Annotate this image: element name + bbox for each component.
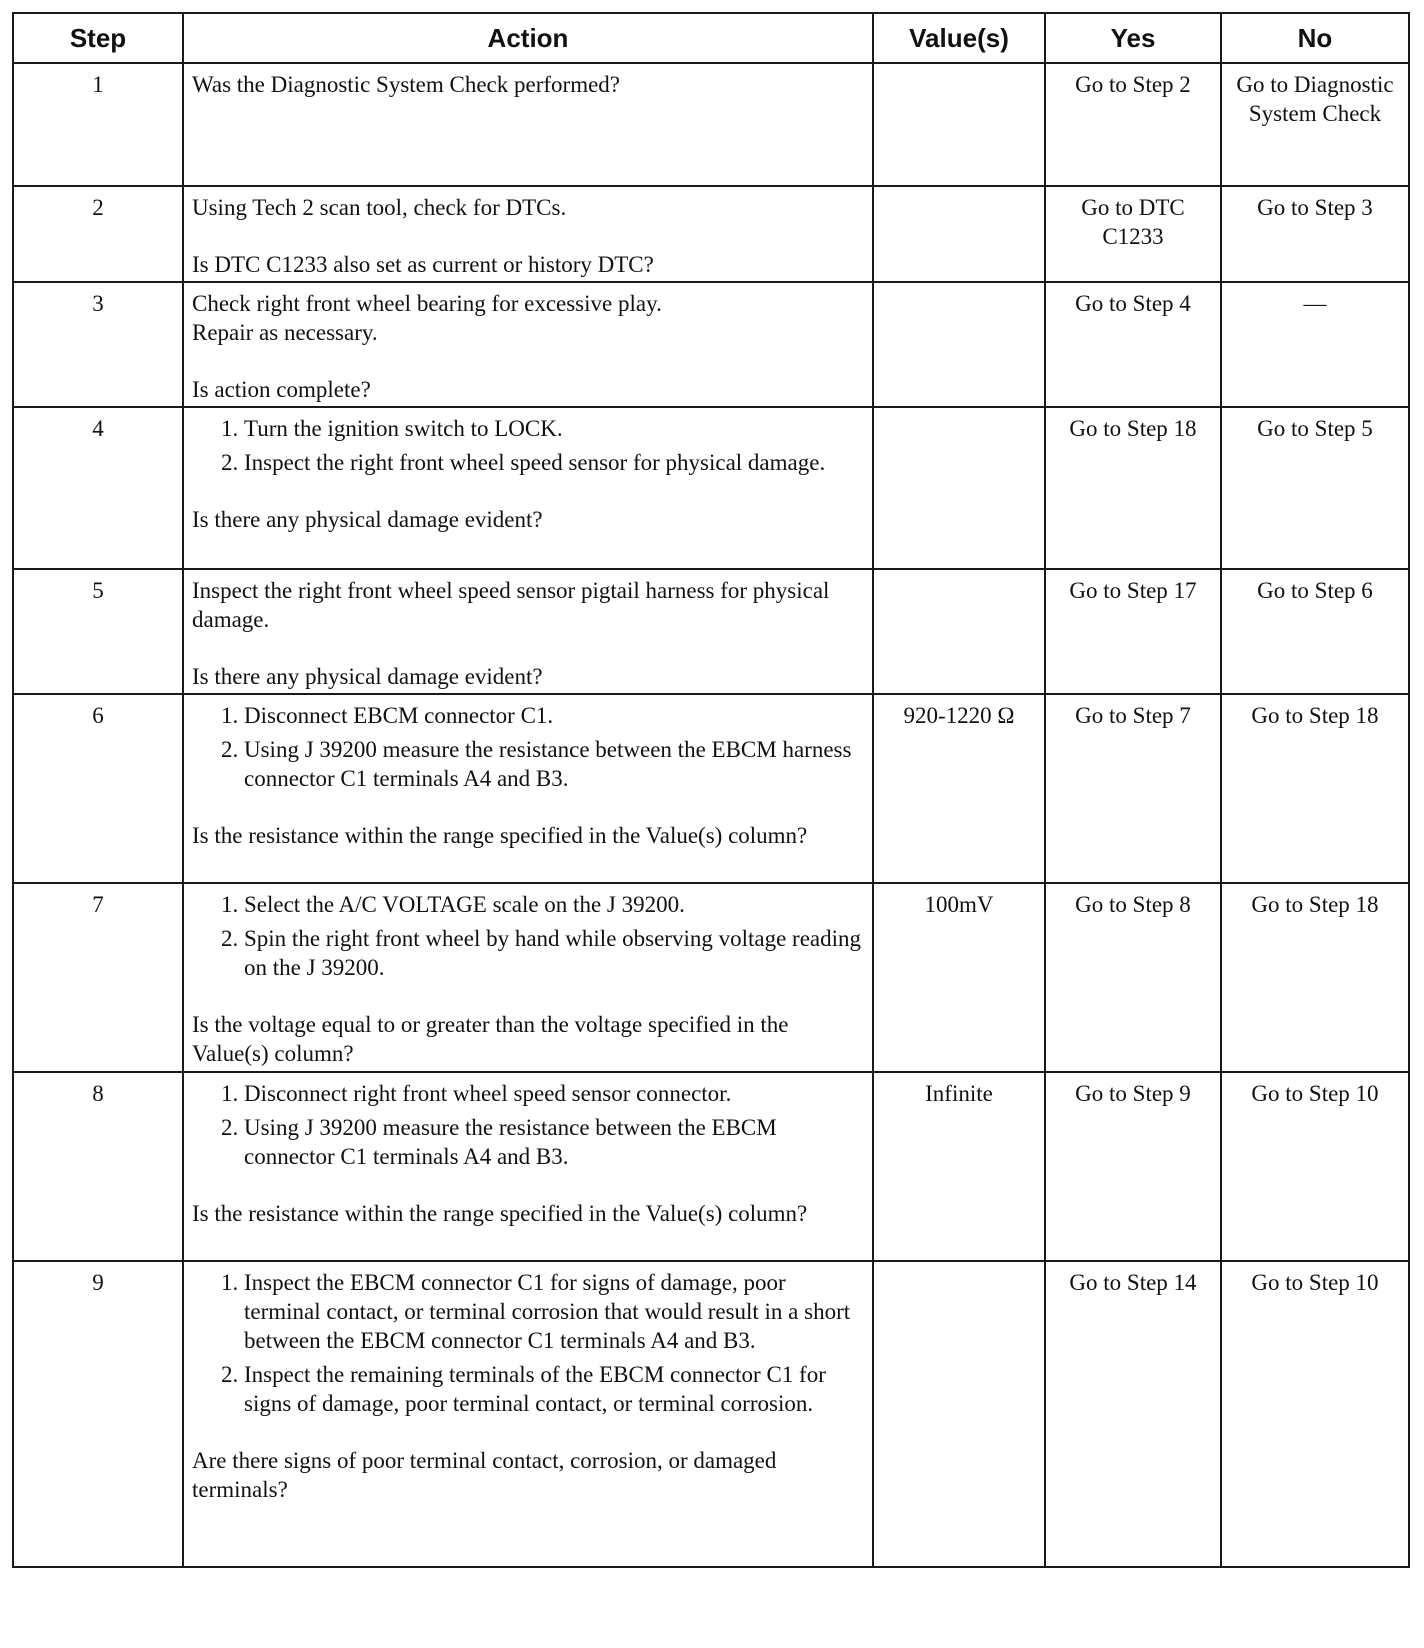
action-cell [183, 569, 873, 694]
table-row [13, 63, 1409, 186]
header-action: Action [183, 13, 873, 63]
header-no: No [1221, 13, 1409, 63]
action-step-item: 1. Select the A/C VOLTAGE scale on the J 39200. [244, 890, 864, 919]
header-row [13, 13, 1409, 63]
action-step-item: 1. Disconnect right front wheel speed sensor connector. [244, 1079, 864, 1108]
action-cell [183, 1261, 873, 1567]
action-steps-list [192, 701, 864, 793]
action-step-item: 1. Turn the ignition switch to LOCK. [244, 414, 864, 443]
no-cell: Go to Step 18 [1221, 694, 1409, 883]
table-row [13, 1261, 1409, 1567]
action-steps-list [192, 1268, 864, 1418]
action-text: Using Tech 2 scan tool, check for DTCs. [192, 195, 567, 220]
yes-cell: Go to Step 4 [1045, 282, 1221, 407]
table-row [13, 569, 1409, 694]
no-cell: Go to Step 10 [1221, 1072, 1409, 1261]
value-cell [873, 569, 1045, 694]
action-cell [183, 407, 873, 569]
action-cell [183, 186, 873, 282]
action-cell [183, 63, 873, 186]
action-step-item: 2. Spin the right front wheel by hand while observing voltage reading on the J 39200. [244, 924, 864, 982]
value-cell [873, 407, 1045, 569]
value-cell: 920-1220 Ω [873, 694, 1045, 883]
header-yes: Yes [1045, 13, 1221, 63]
no-cell: Go to Step 6 [1221, 569, 1409, 694]
action-step-item: 2. Inspect the right front wheel speed sensor for physical damage. [244, 448, 864, 477]
action-text: Check right front wheel bearing for excessive play. [192, 291, 662, 316]
step-number: 1 [13, 63, 183, 186]
yes-cell: Go to DTC C1233 [1045, 186, 1221, 282]
action-step-item: 1. Inspect the EBCM connector C1 for signs of damage, poor terminal contact, or terminal corrosion that would result in a short between the EBCM connector C1 terminals A4 and B3. [244, 1268, 864, 1355]
header-step: Step [13, 13, 183, 63]
action-question: Is the resistance within the range specified in the Value(s) column? [192, 823, 808, 848]
step-number: 9 [13, 1261, 183, 1567]
action-step-item: 2. Using J 39200 measure the resistance between the EBCM connector C1 terminals A4 and B3. [244, 1113, 864, 1171]
no-cell: Go to Diagnostic System Check [1221, 63, 1409, 186]
action-question: Is there any physical damage evident? [192, 507, 543, 532]
yes-cell: Go to Step 7 [1045, 694, 1221, 883]
yes-cell: Go to Step 14 [1045, 1261, 1221, 1567]
table-row [13, 694, 1409, 883]
no-cell: Go to Step 18 [1221, 883, 1409, 1072]
value-cell: 100mV [873, 883, 1045, 1072]
value-cell [873, 1261, 1045, 1567]
action-question: Is DTC C1233 also set as current or history DTC? [192, 252, 654, 277]
table-row [13, 407, 1409, 569]
action-step-item: 1. Disconnect EBCM connector C1. [244, 701, 864, 730]
no-cell: Go to Step 10 [1221, 1261, 1409, 1567]
action-question: Is there any physical damage evident? [192, 664, 543, 689]
step-number: 8 [13, 1072, 183, 1261]
action-cell [183, 282, 873, 407]
step-number: 4 [13, 407, 183, 569]
diagnostic-table [12, 12, 1410, 1568]
yes-cell: Go to Step 17 [1045, 569, 1221, 694]
no-cell: Go to Step 5 [1221, 407, 1409, 569]
diagnostic-table-sheet [12, 12, 1408, 1568]
action-question: Is the resistance within the range specified in the Value(s) column? [192, 1201, 808, 1226]
value-cell: Infinite [873, 1072, 1045, 1261]
value-cell [873, 282, 1045, 407]
yes-cell: Go to Step 18 [1045, 407, 1221, 569]
yes-cell: Go to Step 8 [1045, 883, 1221, 1072]
value-cell [873, 63, 1045, 186]
action-text: Repair as necessary. [192, 320, 378, 345]
action-cell [183, 694, 873, 883]
action-step-item: 2. Inspect the remaining terminals of the EBCM connector C1 for signs of damage, poor terminal contact, or terminal corrosion. [244, 1360, 864, 1418]
action-question: Is action complete? [192, 377, 371, 402]
table-row [13, 1072, 1409, 1261]
action-cell [183, 1072, 873, 1261]
no-cell: Go to Step 3 [1221, 186, 1409, 282]
step-number: 7 [13, 883, 183, 1072]
step-number: 6 [13, 694, 183, 883]
step-number: 3 [13, 282, 183, 407]
value-cell [873, 186, 1045, 282]
action-steps-list [192, 890, 864, 982]
action-steps-list [192, 1079, 864, 1171]
yes-cell: Go to Step 2 [1045, 63, 1221, 186]
no-cell: — [1221, 282, 1409, 407]
action-cell [183, 883, 873, 1072]
action-steps-list [192, 414, 864, 477]
action-question: Are there signs of poor terminal contact, corrosion, or damaged terminals? [192, 1448, 777, 1502]
step-number: 2 [13, 186, 183, 282]
action-text: Was the Diagnostic System Check performed? [192, 72, 621, 97]
table-row [13, 282, 1409, 407]
yes-cell: Go to Step 9 [1045, 1072, 1221, 1261]
step-number: 5 [13, 569, 183, 694]
action-step-item: 2. Using J 39200 measure the resistance between the EBCM harness connector C1 terminals A4 and B3. [244, 735, 864, 793]
header-values: Value(s) [873, 13, 1045, 63]
table-row [13, 186, 1409, 282]
table-body [13, 63, 1409, 1567]
action-text: Inspect the right front wheel speed sensor pigtail harness for physical damage. [192, 578, 830, 632]
table-row [13, 883, 1409, 1072]
action-question: Is the voltage equal to or greater than the voltage specified in the Value(s) column? [192, 1012, 789, 1066]
